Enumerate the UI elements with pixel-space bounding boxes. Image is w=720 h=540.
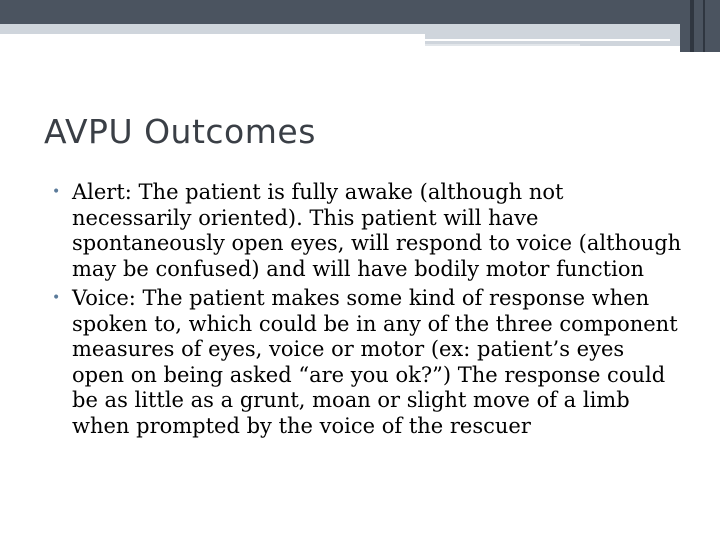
header-corner-stripe <box>690 0 694 52</box>
bullet-text-alert: Alert: The patient is fully awake (although not necessarily oriented). This patient will have spontaneously open eyes, will respond to voice (although may be confused) and will have bodily motor function <box>72 180 682 281</box>
header-accent-line-short <box>425 44 580 46</box>
header-accent-line <box>425 39 670 41</box>
header-bar-light <box>0 24 680 34</box>
header-corner-stripe-thin <box>703 0 705 52</box>
header-bar-dark <box>0 0 720 24</box>
bullet-text-voice: Voice: The patient makes some kind of response when spoken to, which could be in any of the three component measures of eyes, voice or motor (ex: patient’s eyes open on being asked “are you ok?”) The response could be as little as a grunt, moan or slight move of a limb when prompted by the voice of the rescuer <box>72 286 678 438</box>
header-corner-block <box>680 0 720 52</box>
slide-title: AVPU Outcomes <box>44 112 316 151</box>
bullet-item-alert <box>52 180 682 282</box>
bullet-item-voice <box>52 286 682 439</box>
bullet-icon: • <box>52 290 61 306</box>
bullet-list <box>52 180 682 443</box>
bullet-icon: • <box>52 184 61 200</box>
